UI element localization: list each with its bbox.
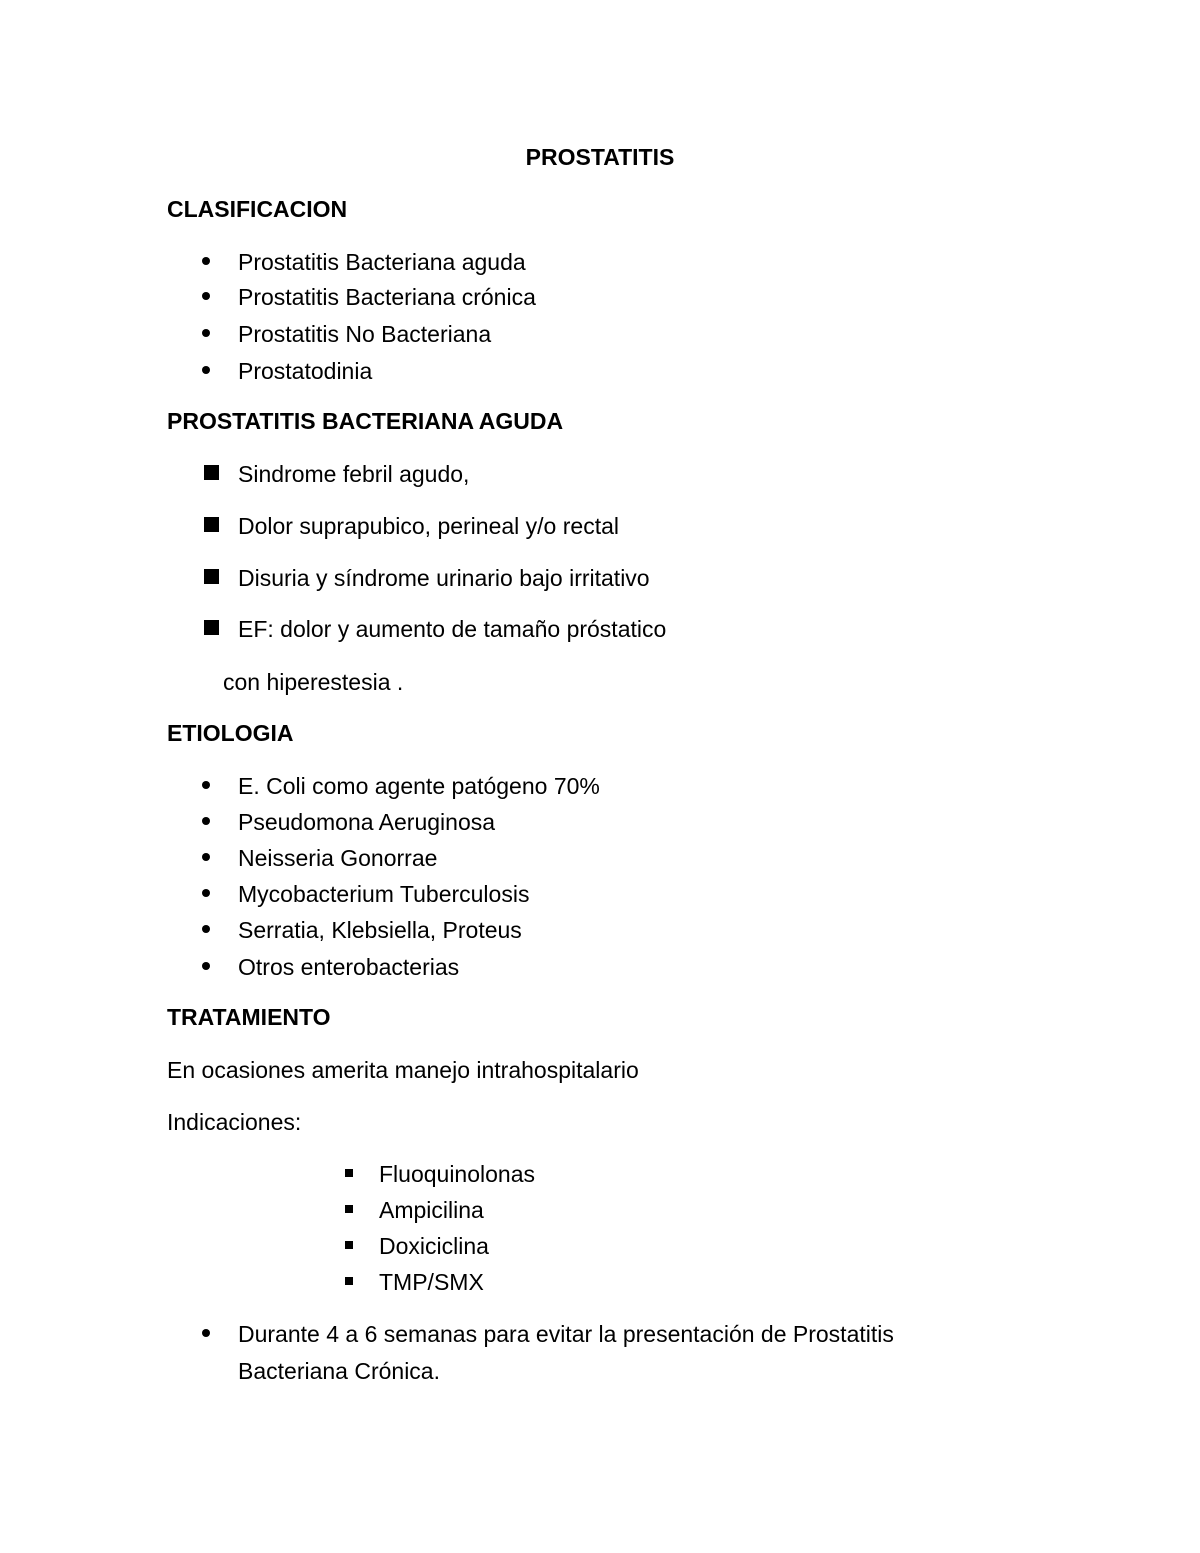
- small-square-bullet-icon: [345, 1169, 353, 1177]
- list-item: TMP/SMX: [379, 1269, 484, 1295]
- list-item: Doxiciclina: [379, 1233, 489, 1259]
- small-square-bullet-icon: [345, 1241, 353, 1249]
- bullet-icon: [202, 257, 210, 265]
- bullet-icon: [202, 1329, 210, 1337]
- list-item: Sindrome febril agudo,: [238, 461, 470, 487]
- list-item: Serratia, Klebsiella, Proteus: [238, 917, 522, 943]
- final-note-line-2: Bacteriana Crónica.: [238, 1358, 440, 1384]
- list-item: Dolor suprapubico, perineal y/o rectal: [238, 513, 619, 539]
- list-item: Prostatitis Bacteriana crónica: [238, 284, 536, 310]
- list-item: Fluoquinolonas: [379, 1161, 536, 1187]
- list-item: Neisseria Gonorrae: [238, 845, 438, 871]
- tratamiento-paragraph: En ocasiones amerita manejo intrahospitalario: [167, 1057, 639, 1083]
- list-item: Disuria y síndrome urinario bajo irritativo: [238, 565, 650, 591]
- square-bullet-icon: [204, 569, 219, 584]
- bullet-icon: [202, 889, 210, 897]
- indicaciones-label: Indicaciones:: [167, 1109, 302, 1135]
- list-item: Pseudomona Aeruginosa: [238, 809, 496, 835]
- square-bullet-icon: [204, 517, 219, 532]
- page-title: PROSTATITIS: [525, 144, 675, 170]
- list-item: Mycobacterium Tuberculosis: [238, 881, 530, 907]
- bullet-icon: [202, 781, 210, 789]
- final-note-line-1: Durante 4 a 6 semanas para evitar la presentación de Prostatitis: [238, 1321, 894, 1347]
- square-bullet-icon: [204, 620, 219, 635]
- bullet-icon: [202, 292, 210, 300]
- list-item: EF: dolor y aumento de tamaño próstatico: [238, 616, 667, 642]
- etiologia-heading: ETIOLOGIA: [167, 720, 294, 746]
- list-item: Prostatitis Bacteriana aguda: [238, 249, 526, 275]
- bullet-icon: [202, 817, 210, 825]
- list-item: Prostatitis No Bacteriana: [238, 321, 492, 347]
- bullet-icon: [202, 329, 210, 337]
- bullet-icon: [202, 853, 210, 861]
- list-item: Ampicilina: [379, 1197, 484, 1223]
- small-square-bullet-icon: [345, 1205, 353, 1213]
- aguda-heading: PROSTATITIS BACTERIANA AGUDA: [167, 408, 564, 434]
- small-square-bullet-icon: [345, 1277, 353, 1285]
- list-item: Otros enterobacterias: [238, 954, 460, 980]
- list-item-continuation: con hiperestesia .: [223, 669, 404, 695]
- bullet-icon: [202, 366, 210, 374]
- list-item: E. Coli como agente patógeno 70%: [238, 773, 600, 799]
- bullet-icon: [202, 962, 210, 970]
- clasificacion-heading: CLASIFICACION: [167, 196, 348, 222]
- list-item: Prostatodinia: [238, 358, 373, 384]
- square-bullet-icon: [204, 465, 219, 480]
- tratamiento-heading: TRATAMIENTO: [167, 1004, 331, 1030]
- bullet-icon: [202, 925, 210, 933]
